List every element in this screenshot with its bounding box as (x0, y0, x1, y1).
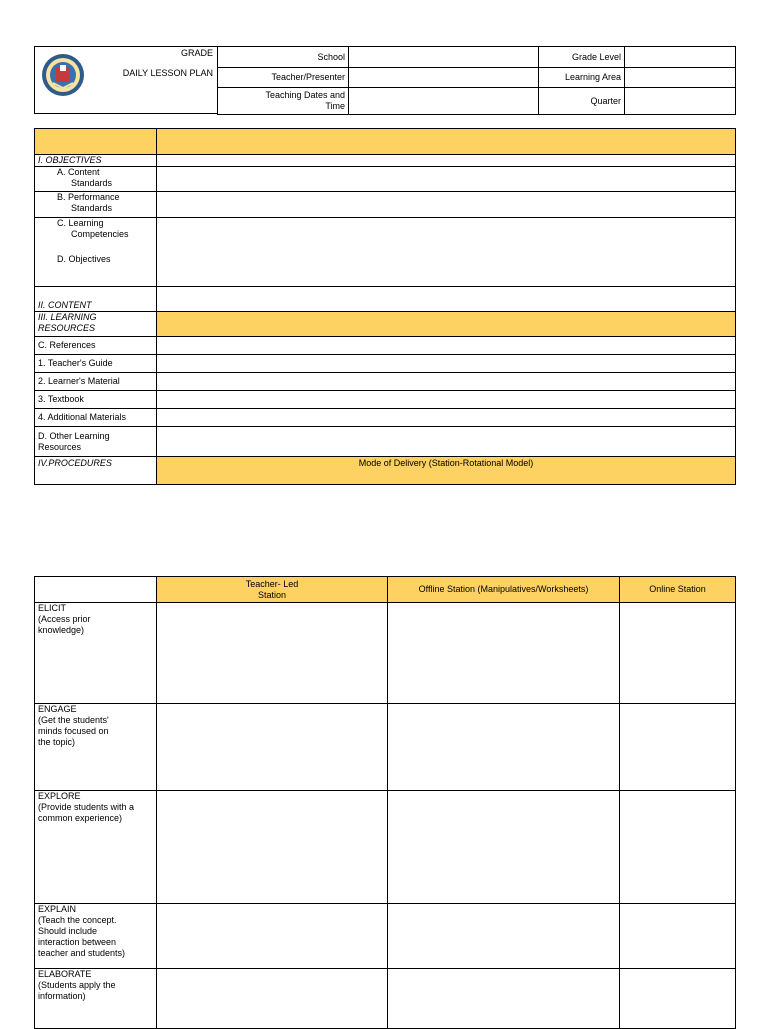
other-resources-line2: Resources (38, 441, 82, 452)
teacher-led-header (157, 577, 388, 603)
objectives-d-label: D. Objectives (57, 254, 111, 264)
teaching-dates-field[interactable] (349, 88, 539, 115)
textbook-field[interactable] (157, 391, 736, 409)
objectives-header-right (157, 129, 736, 155)
explore-teacher-cell[interactable] (157, 791, 388, 904)
grade-level-field[interactable] (625, 47, 736, 68)
teacher-label: Teacher/Presenter (218, 68, 349, 88)
content-standards-line1: A. Content (57, 167, 100, 177)
other-resources-label (35, 427, 157, 457)
online-station-header: Online Station (620, 577, 736, 603)
elaborate-offline-cell[interactable] (388, 969, 620, 1029)
learning-competencies-line2: Competencies (71, 229, 129, 239)
performance-standards-line1: B. Performance (57, 192, 120, 202)
page-title: DAILY LESSON PLAN (122, 68, 213, 78)
textbook-label: 3. Textbook (35, 391, 157, 409)
other-resources-field[interactable] (157, 427, 736, 457)
phase-elicit-line: knowledge) (38, 625, 85, 635)
phase-explore-line: (Provide students with a (38, 802, 135, 812)
mode-of-delivery: Mode of Delivery (Station-Rotational Model) (157, 457, 736, 485)
other-resources-line1: D. Other Learning (38, 430, 110, 441)
quarter-label: Quarter (539, 88, 625, 115)
performance-standards-field[interactable] (157, 192, 736, 218)
grade-label: GRADE (180, 48, 213, 58)
elicit-teacher-cell[interactable] (157, 603, 388, 704)
phase-explore-line: common experience) (38, 813, 123, 823)
teaching-dates-label (218, 88, 349, 115)
explain-offline-cell[interactable] (388, 904, 620, 969)
header-left-box (34, 46, 218, 114)
explain-online-cell[interactable] (620, 904, 736, 969)
explore-online-cell[interactable] (620, 791, 736, 904)
learning-competencies-field[interactable] (157, 218, 736, 287)
learning-competencies-label (35, 218, 157, 287)
learning-resources-line1: III. LEARNING (38, 312, 97, 322)
phase-engage-line: minds focused on (38, 726, 109, 736)
additional-materials-field[interactable] (157, 409, 736, 427)
phase-explain-line: interaction between (38, 937, 117, 947)
learning-area-label: Learning Area (539, 68, 625, 88)
phase-explore-line: EXPLORE (38, 791, 81, 801)
deped-seal-logo (41, 53, 85, 97)
phase-elaborate (35, 969, 157, 1029)
engage-offline-cell[interactable] (388, 704, 620, 791)
elaborate-teacher-cell[interactable] (157, 969, 388, 1029)
performance-standards-label (35, 192, 157, 218)
engage-teacher-cell[interactable] (157, 704, 388, 791)
teaching-dates-label-line2: Time (325, 101, 345, 111)
stations-table (34, 576, 736, 1029)
teacher-led-line1: Teacher- Led (245, 578, 299, 589)
learning-resources-label (35, 312, 157, 337)
phase-explain-line: Should include (38, 926, 98, 936)
phase-engage-line: (Get the students' (38, 715, 109, 725)
learning-resources-line2: RESOURCES (38, 323, 96, 333)
phase-elaborate-line: ELABORATE (38, 969, 92, 979)
phase-engage-line: the topic) (38, 737, 76, 747)
phase-explain (35, 904, 157, 969)
phase-engage-line: ENGAGE (38, 704, 77, 714)
content-standards-line2: Standards (71, 178, 113, 188)
stations-corner-cell (35, 577, 157, 603)
quarter-field[interactable] (625, 88, 736, 115)
objectives-field[interactable] (157, 155, 736, 167)
teachers-guide-field[interactable] (157, 355, 736, 373)
explain-teacher-cell[interactable] (157, 904, 388, 969)
learning-competencies-line1: C. Learning (57, 218, 104, 228)
procedures-label: IV.PROCEDURES (35, 457, 157, 485)
phase-engage (35, 704, 157, 791)
phase-elicit (35, 603, 157, 704)
elaborate-online-cell[interactable] (620, 969, 736, 1029)
performance-standards-line2: Standards (71, 203, 113, 213)
content-standards-label (35, 167, 157, 192)
phase-explain-line: EXPLAIN (38, 904, 77, 914)
content-label: II. CONTENT (35, 287, 157, 312)
additional-materials-label: 4. Additional Materials (35, 409, 157, 427)
offline-station-header: Offline Station (Manipulatives/Worksheets) (388, 577, 620, 603)
content-field[interactable] (157, 287, 736, 312)
learners-material-label: 2. Learner's Material (35, 373, 157, 391)
references-label: C. References (35, 337, 157, 355)
teacher-field[interactable] (349, 68, 539, 88)
school-label: School (218, 47, 349, 68)
phase-elicit-line: (Access prior (38, 614, 91, 624)
teaching-dates-label-line1: Teaching Dates and (265, 90, 345, 100)
learners-material-field[interactable] (157, 373, 736, 391)
teachers-guide-label: 1. Teacher's Guide (35, 355, 157, 373)
learning-resources-header (157, 312, 736, 337)
elicit-online-cell[interactable] (620, 603, 736, 704)
teacher-led-line2: Station (257, 589, 287, 600)
phase-elaborate-line: (Students apply the (38, 980, 116, 990)
content-standards-field[interactable] (157, 167, 736, 192)
phase-elicit-line: ELICIT (38, 603, 67, 613)
phase-explain-line: (Teach the concept. (38, 915, 117, 925)
header-table (217, 46, 736, 115)
phase-explore (35, 791, 157, 904)
phase-elaborate-line: information) (38, 991, 86, 1001)
objectives-label: I. OBJECTIVES (35, 155, 157, 167)
learning-area-field[interactable] (625, 68, 736, 88)
phase-explain-line: teacher and students) (38, 948, 126, 958)
grade-level-label: Grade Level (539, 47, 625, 68)
engage-online-cell[interactable] (620, 704, 736, 791)
objectives-header-left (35, 129, 157, 155)
objectives-table (34, 128, 736, 485)
references-field[interactable] (157, 337, 736, 355)
explore-offline-cell[interactable] (388, 791, 620, 904)
elicit-offline-cell[interactable] (388, 603, 620, 704)
school-field[interactable] (349, 47, 539, 68)
